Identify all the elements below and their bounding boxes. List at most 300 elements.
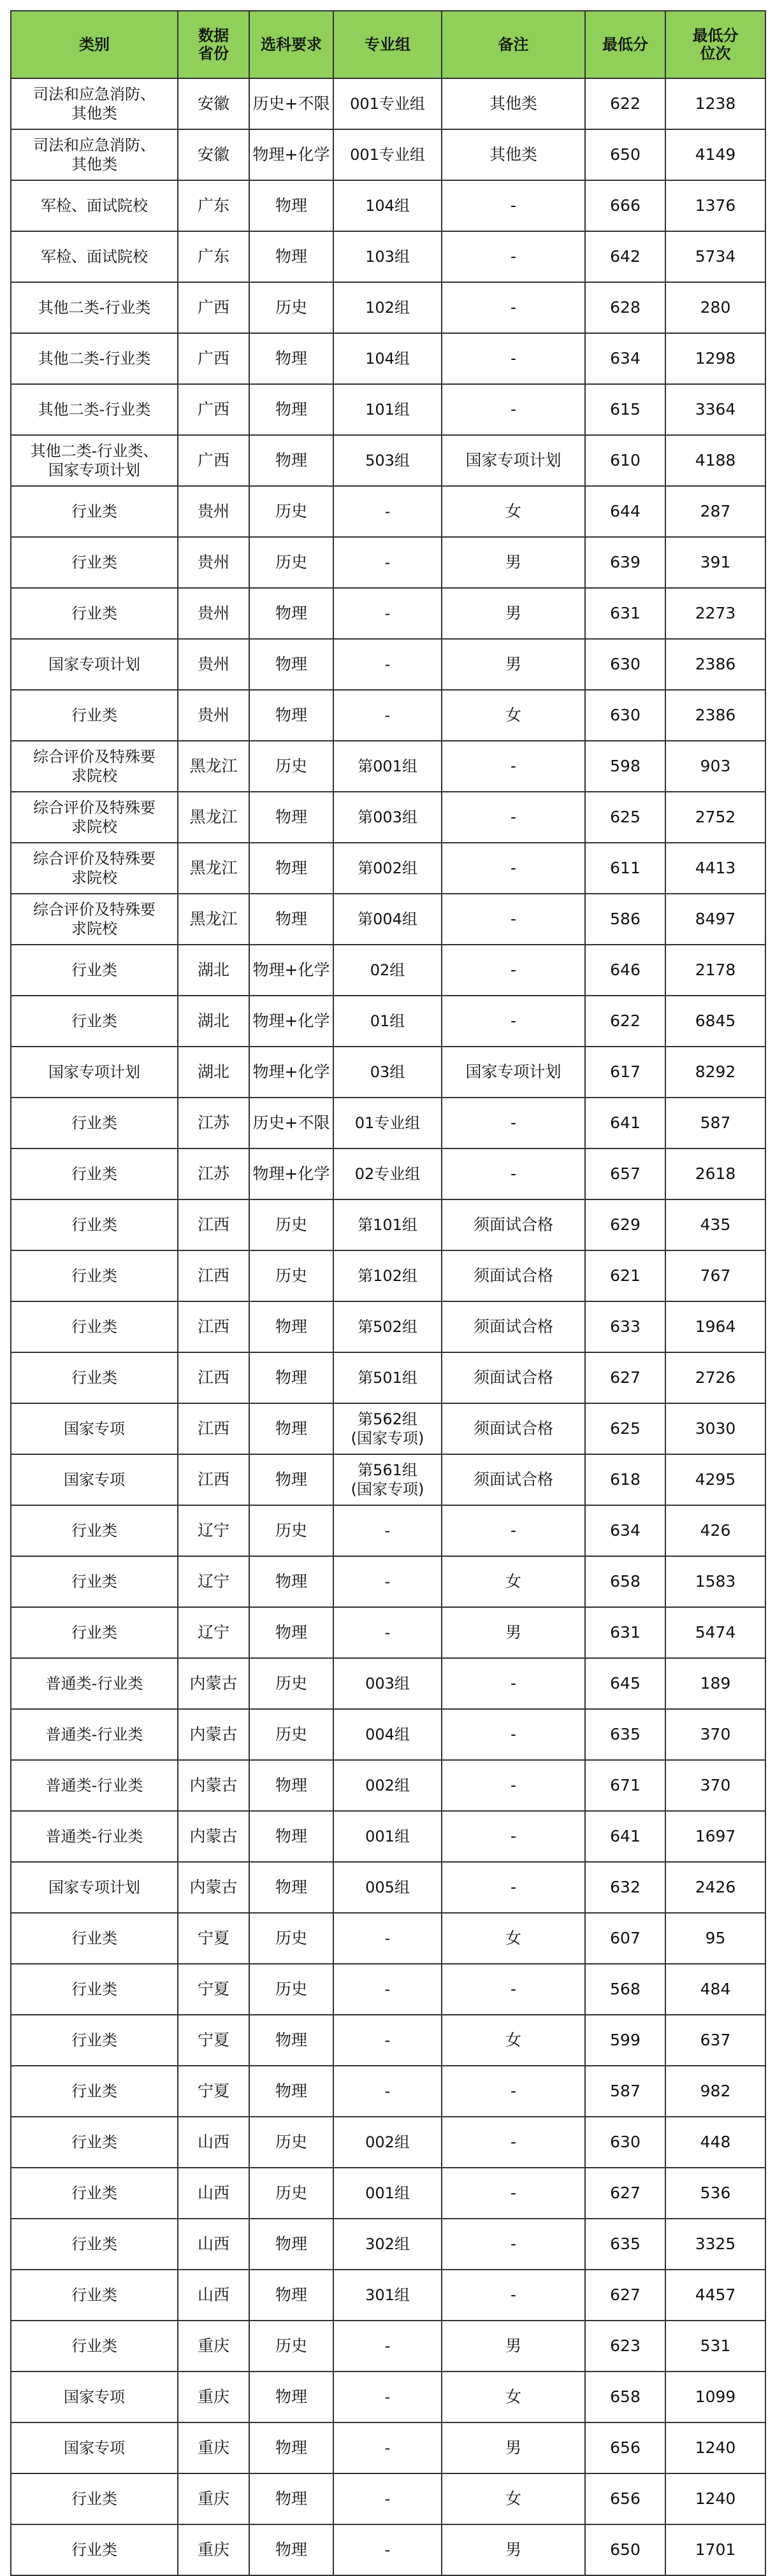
header-min-rank: 最低分 位次: [665, 11, 765, 78]
cell-category: 行业类: [11, 1913, 178, 1964]
cell-remarks: 男: [442, 1607, 585, 1658]
table-row: [11, 1760, 765, 1811]
cell-category: 综合评价及特殊要 求院校: [11, 894, 178, 945]
cell-province: 黑龙江: [178, 894, 249, 945]
cell-subject-requirement: 物理: [249, 2524, 333, 2575]
table-row: [11, 486, 765, 537]
cell-remarks: 国家专项计划: [442, 435, 585, 486]
cell-category: 国家专项: [11, 1454, 178, 1505]
table-row: [11, 1199, 765, 1250]
cell-min-rank: 370: [665, 1709, 765, 1760]
cell-remarks: -: [442, 1658, 585, 1709]
cell-min-score: 598: [585, 741, 665, 792]
cell-subject-requirement: 物理: [249, 639, 333, 690]
cell-subject-requirement: 历史: [249, 282, 333, 333]
cell-province: 江西: [178, 1199, 249, 1250]
cell-category: 行业类: [11, 1556, 178, 1607]
cell-major-group: 第502组: [333, 1301, 442, 1352]
cell-remarks: 男: [442, 537, 585, 588]
cell-min-score: 641: [585, 1811, 665, 1862]
cell-remarks: -: [442, 333, 585, 384]
cell-major-group: 02组: [333, 945, 442, 996]
cell-subject-requirement: 物理: [249, 1811, 333, 1862]
cell-category: 行业类: [11, 1964, 178, 2015]
cell-min-rank: 426: [665, 1505, 765, 1556]
cell-major-group: 103组: [333, 231, 442, 282]
cell-subject-requirement: 物理: [249, 1301, 333, 1352]
cell-min-score: 635: [585, 1709, 665, 1760]
table-row: [11, 1607, 765, 1658]
cell-major-group: 01专业组: [333, 1098, 442, 1148]
cell-remarks: -: [442, 1098, 585, 1148]
cell-remarks: 其他类: [442, 129, 585, 180]
cell-category: 行业类: [11, 1607, 178, 1658]
cell-major-group: 301组: [333, 2270, 442, 2321]
cell-min-score: 656: [585, 2473, 665, 2524]
cell-major-group: -: [333, 486, 442, 537]
cell-category: 军检、面试院校: [11, 180, 178, 231]
cell-min-rank: 2386: [665, 690, 765, 741]
table-row: [11, 231, 765, 282]
cell-min-rank: 1583: [665, 1556, 765, 1607]
cell-major-group: -: [333, 1556, 442, 1607]
cell-major-group: 001专业组: [333, 129, 442, 180]
cell-remarks: -: [442, 1148, 585, 1199]
cell-major-group: -: [333, 537, 442, 588]
cell-major-group: -: [333, 1964, 442, 2015]
cell-category: 国家专项计划: [11, 1862, 178, 1913]
cell-min-score: 621: [585, 1250, 665, 1301]
cell-subject-requirement: 物理: [249, 588, 333, 639]
cell-category: 行业类: [11, 1301, 178, 1352]
cell-min-rank: 280: [665, 282, 765, 333]
cell-subject-requirement: 物理: [249, 690, 333, 741]
cell-min-score: 615: [585, 384, 665, 435]
cell-min-rank: 435: [665, 1199, 765, 1250]
table-row: [11, 2524, 765, 2575]
cell-major-group: 102组: [333, 282, 442, 333]
cell-min-rank: 2386: [665, 639, 765, 690]
table-row: [11, 2270, 765, 2321]
cell-category: 行业类: [11, 2473, 178, 2524]
cell-category: 其他二类-行业类: [11, 384, 178, 435]
cell-subject-requirement: 物理: [249, 2066, 333, 2117]
cell-major-group: 第501组: [333, 1352, 442, 1403]
header-subject-requirement: 选科要求: [249, 11, 333, 78]
cell-min-rank: 1099: [665, 2372, 765, 2422]
table-row: [11, 2015, 765, 2066]
cell-subject-requirement: 物理: [249, 2015, 333, 2066]
cell-min-rank: 2726: [665, 1352, 765, 1403]
table-row: [11, 1964, 765, 2015]
cell-category: 行业类: [11, 2270, 178, 2321]
cell-min-score: 631: [585, 1607, 665, 1658]
cell-province: 广西: [178, 435, 249, 486]
cell-subject-requirement: 历史: [249, 1964, 333, 2015]
cell-subject-requirement: 历史: [249, 1709, 333, 1760]
cell-province: 江西: [178, 1352, 249, 1403]
table-row: [11, 2168, 765, 2219]
cell-remarks: 男: [442, 639, 585, 690]
cell-min-score: 650: [585, 2524, 665, 2575]
cell-category: 行业类: [11, 2168, 178, 2219]
table-row: [11, 690, 765, 741]
cell-min-score: 645: [585, 1658, 665, 1709]
cell-min-score: 625: [585, 1403, 665, 1454]
cell-min-rank: 189: [665, 1658, 765, 1709]
cell-category: 行业类: [11, 945, 178, 996]
header-province: 数据 省份: [178, 11, 249, 78]
cell-province: 安徽: [178, 129, 249, 180]
cell-remarks: 须面试合格: [442, 1352, 585, 1403]
header-remarks: 备注: [442, 11, 585, 78]
cell-remarks: 男: [442, 2422, 585, 2473]
cell-min-score: 611: [585, 843, 665, 894]
cell-major-group: 005组: [333, 1862, 442, 1913]
cell-province: 广西: [178, 384, 249, 435]
cell-major-group: 001组: [333, 1811, 442, 1862]
cell-province: 贵州: [178, 690, 249, 741]
cell-min-score: 622: [585, 78, 665, 129]
cell-province: 山西: [178, 2168, 249, 2219]
cell-remarks: -: [442, 180, 585, 231]
cell-min-rank: 1298: [665, 333, 765, 384]
table-row: [11, 1250, 765, 1301]
table-row: [11, 1148, 765, 1199]
cell-province: 重庆: [178, 2473, 249, 2524]
cell-subject-requirement: 物理+化学: [249, 1047, 333, 1098]
cell-major-group: 104组: [333, 180, 442, 231]
cell-min-score: 633: [585, 1301, 665, 1352]
cell-category: 行业类: [11, 2066, 178, 2117]
table-row: [11, 282, 765, 333]
table-row: [11, 1505, 765, 1556]
cell-category: 综合评价及特殊要 求院校: [11, 843, 178, 894]
cell-min-score: 618: [585, 1454, 665, 1505]
cell-min-score: 622: [585, 996, 665, 1047]
table-row: [11, 894, 765, 945]
cell-min-rank: 1701: [665, 2524, 765, 2575]
cell-subject-requirement: 历史: [249, 2321, 333, 2372]
cell-province: 辽宁: [178, 1607, 249, 1658]
cell-major-group: -: [333, 2321, 442, 2372]
cell-province: 江西: [178, 1454, 249, 1505]
cell-remarks: -: [442, 843, 585, 894]
cell-min-rank: 4457: [665, 2270, 765, 2321]
cell-subject-requirement: 物理: [249, 231, 333, 282]
cell-major-group: 004组: [333, 1709, 442, 1760]
cell-remarks: -: [442, 1862, 585, 1913]
cell-remarks: 男: [442, 2524, 585, 2575]
cell-min-rank: 982: [665, 2066, 765, 2117]
cell-subject-requirement: 物理+化学: [249, 1148, 333, 1199]
header-row: [11, 11, 765, 78]
cell-province: 辽宁: [178, 1505, 249, 1556]
cell-subject-requirement: 历史+不限: [249, 1098, 333, 1148]
cell-major-group: 01组: [333, 996, 442, 1047]
cell-province: 广西: [178, 333, 249, 384]
cell-remarks: -: [442, 2117, 585, 2168]
cell-category: 国家专项: [11, 2422, 178, 2473]
cell-province: 黑龙江: [178, 741, 249, 792]
cell-category: 国家专项计划: [11, 639, 178, 690]
cell-min-rank: 5734: [665, 231, 765, 282]
cell-major-group: -: [333, 2372, 442, 2422]
cell-major-group: 第562组 (国家专项): [333, 1403, 442, 1454]
cell-category: 普通类-行业类: [11, 1658, 178, 1709]
cell-subject-requirement: 物理+化学: [249, 945, 333, 996]
table-row: [11, 2422, 765, 2473]
cell-province: 广东: [178, 180, 249, 231]
cell-min-score: 607: [585, 1913, 665, 1964]
cell-province: 江西: [178, 1403, 249, 1454]
cell-subject-requirement: 历史: [249, 1250, 333, 1301]
cell-min-score: 632: [585, 1862, 665, 1913]
cell-major-group: -: [333, 588, 442, 639]
score-table-container: [10, 10, 765, 2576]
cell-subject-requirement: 历史: [249, 486, 333, 537]
cell-min-rank: 3030: [665, 1403, 765, 1454]
cell-major-group: 002组: [333, 1760, 442, 1811]
cell-subject-requirement: 历史: [249, 2117, 333, 2168]
cell-province: 重庆: [178, 2524, 249, 2575]
table-row: [11, 1301, 765, 1352]
cell-province: 贵州: [178, 537, 249, 588]
table-row: [11, 537, 765, 588]
cell-min-score: 666: [585, 180, 665, 231]
cell-category: 行业类: [11, 2321, 178, 2372]
cell-min-rank: 1376: [665, 180, 765, 231]
cell-province: 贵州: [178, 486, 249, 537]
cell-major-group: 第101组: [333, 1199, 442, 1250]
header-major-group: 专业组: [333, 11, 442, 78]
cell-major-group: -: [333, 639, 442, 690]
cell-min-rank: 536: [665, 2168, 765, 2219]
cell-province: 宁夏: [178, 1913, 249, 1964]
cell-province: 内蒙古: [178, 1862, 249, 1913]
cell-major-group: -: [333, 2473, 442, 2524]
cell-remarks: 女: [442, 2473, 585, 2524]
cell-province: 山西: [178, 2270, 249, 2321]
cell-category: 国家专项: [11, 1403, 178, 1454]
cell-min-rank: 1697: [665, 1811, 765, 1862]
cell-subject-requirement: 物理: [249, 2270, 333, 2321]
cell-major-group: -: [333, 2015, 442, 2066]
cell-min-rank: 95: [665, 1913, 765, 1964]
table-row: [11, 843, 765, 894]
cell-subject-requirement: 物理: [249, 435, 333, 486]
table-row: [11, 639, 765, 690]
cell-remarks: 国家专项计划: [442, 1047, 585, 1098]
cell-category: 其他二类-行业类: [11, 333, 178, 384]
table-row: [11, 1913, 765, 1964]
cell-remarks: 男: [442, 588, 585, 639]
cell-province: 湖北: [178, 996, 249, 1047]
cell-min-rank: 4188: [665, 435, 765, 486]
cell-category: 行业类: [11, 537, 178, 588]
cell-major-group: 02专业组: [333, 1148, 442, 1199]
cell-subject-requirement: 物理: [249, 384, 333, 435]
cell-min-score: 630: [585, 2117, 665, 2168]
cell-remarks: -: [442, 1760, 585, 1811]
cell-min-score: 627: [585, 1352, 665, 1403]
table-row: [11, 1352, 765, 1403]
table-row: [11, 588, 765, 639]
table-row: [11, 2066, 765, 2117]
cell-category: 司法和应急消防、 其他类: [11, 78, 178, 129]
cell-major-group: -: [333, 1607, 442, 1658]
cell-category: 国家专项: [11, 2372, 178, 2422]
table-row: [11, 2372, 765, 2422]
cell-remarks: 须面试合格: [442, 1301, 585, 1352]
cell-subject-requirement: 物理: [249, 1352, 333, 1403]
cell-major-group: 第102组: [333, 1250, 442, 1301]
cell-major-group: 03组: [333, 1047, 442, 1098]
cell-province: 贵州: [178, 588, 249, 639]
cell-min-score: 627: [585, 2168, 665, 2219]
cell-subject-requirement: 物理: [249, 2372, 333, 2422]
cell-category: 行业类: [11, 1505, 178, 1556]
cell-subject-requirement: 物理: [249, 2473, 333, 2524]
cell-remarks: -: [442, 2219, 585, 2270]
cell-min-score: 630: [585, 639, 665, 690]
table-row: [11, 2473, 765, 2524]
table-row: [11, 1862, 765, 1913]
cell-min-rank: 2178: [665, 945, 765, 996]
cell-category: 国家专项计划: [11, 1047, 178, 1098]
cell-remarks: -: [442, 2270, 585, 2321]
table-row: [11, 996, 765, 1047]
cell-province: 广西: [178, 282, 249, 333]
cell-remarks: 须面试合格: [442, 1454, 585, 1505]
cell-major-group: 003组: [333, 1658, 442, 1709]
cell-remarks: -: [442, 945, 585, 996]
cell-category: 行业类: [11, 2015, 178, 2066]
cell-subject-requirement: 物理: [249, 894, 333, 945]
cell-subject-requirement: 历史: [249, 2168, 333, 2219]
cell-min-score: 658: [585, 2372, 665, 2422]
cell-major-group: 第561组 (国家专项): [333, 1454, 442, 1505]
cell-remarks: 须面试合格: [442, 1250, 585, 1301]
cell-category: 普通类-行业类: [11, 1760, 178, 1811]
cell-remarks: -: [442, 1964, 585, 2015]
cell-subject-requirement: 历史: [249, 1199, 333, 1250]
cell-category: 司法和应急消防、 其他类: [11, 129, 178, 180]
cell-subject-requirement: 历史: [249, 1505, 333, 1556]
cell-min-rank: 2273: [665, 588, 765, 639]
cell-province: 江西: [178, 1250, 249, 1301]
cell-province: 重庆: [178, 2321, 249, 2372]
cell-subject-requirement: 物理: [249, 1403, 333, 1454]
cell-major-group: -: [333, 690, 442, 741]
cell-category: 其他二类-行业类: [11, 282, 178, 333]
cell-province: 广东: [178, 231, 249, 282]
table-row: [11, 384, 765, 435]
cell-category: 普通类-行业类: [11, 1811, 178, 1862]
cell-remarks: -: [442, 1505, 585, 1556]
cell-min-rank: 531: [665, 2321, 765, 2372]
cell-major-group: 503组: [333, 435, 442, 486]
cell-remarks: -: [442, 996, 585, 1047]
cell-province: 内蒙古: [178, 1811, 249, 1862]
cell-category: 行业类: [11, 2117, 178, 2168]
cell-province: 山西: [178, 2117, 249, 2168]
cell-remarks: -: [442, 231, 585, 282]
cell-province: 宁夏: [178, 2015, 249, 2066]
cell-min-rank: 4149: [665, 129, 765, 180]
cell-subject-requirement: 物理: [249, 333, 333, 384]
cell-category: 行业类: [11, 690, 178, 741]
cell-min-score: 635: [585, 2219, 665, 2270]
cell-min-rank: 903: [665, 741, 765, 792]
cell-min-rank: 391: [665, 537, 765, 588]
cell-major-group: -: [333, 1505, 442, 1556]
cell-min-score: 610: [585, 435, 665, 486]
cell-min-rank: 2426: [665, 1862, 765, 1913]
table-row: [11, 1709, 765, 1760]
cell-remarks: -: [442, 1811, 585, 1862]
cell-subject-requirement: 历史: [249, 1913, 333, 1964]
cell-subject-requirement: 物理: [249, 843, 333, 894]
table-row: [11, 1098, 765, 1148]
cell-major-group: 001专业组: [333, 78, 442, 129]
cell-remarks: 须面试合格: [442, 1403, 585, 1454]
cell-remarks: -: [442, 894, 585, 945]
cell-province: 重庆: [178, 2372, 249, 2422]
cell-min-score: 658: [585, 1556, 665, 1607]
table-row: [11, 945, 765, 996]
cell-province: 内蒙古: [178, 1658, 249, 1709]
cell-subject-requirement: 物理: [249, 1556, 333, 1607]
table-row: [11, 792, 765, 843]
cell-province: 黑龙江: [178, 843, 249, 894]
cell-subject-requirement: 物理: [249, 1607, 333, 1658]
cell-category: 行业类: [11, 2219, 178, 2270]
cell-remarks: -: [442, 741, 585, 792]
cell-province: 江西: [178, 1301, 249, 1352]
score-table: [10, 10, 766, 2576]
table-row: [11, 1556, 765, 1607]
cell-category: 行业类: [11, 1352, 178, 1403]
cell-min-score: 634: [585, 1505, 665, 1556]
table-row: [11, 1811, 765, 1862]
table-row: [11, 1047, 765, 1098]
cell-min-rank: 3364: [665, 384, 765, 435]
cell-min-rank: 767: [665, 1250, 765, 1301]
cell-major-group: -: [333, 2066, 442, 2117]
table-row: [11, 180, 765, 231]
cell-remarks: 须面试合格: [442, 1199, 585, 1250]
table-row: [11, 1403, 765, 1454]
table-row: [11, 741, 765, 792]
cell-subject-requirement: 历史: [249, 537, 333, 588]
cell-remarks: -: [442, 1709, 585, 1760]
cell-major-group: 001组: [333, 2168, 442, 2219]
cell-subject-requirement: 历史: [249, 741, 333, 792]
cell-province: 内蒙古: [178, 1709, 249, 1760]
cell-min-rank: 2618: [665, 1148, 765, 1199]
cell-min-score: 617: [585, 1047, 665, 1098]
cell-min-score: 627: [585, 2270, 665, 2321]
cell-category: 综合评价及特殊要 求院校: [11, 741, 178, 792]
cell-min-rank: 5474: [665, 1607, 765, 1658]
cell-province: 宁夏: [178, 1964, 249, 2015]
cell-province: 江苏: [178, 1148, 249, 1199]
cell-subject-requirement: 物理: [249, 1862, 333, 1913]
cell-min-rank: 637: [665, 2015, 765, 2066]
cell-min-rank: 6845: [665, 996, 765, 1047]
cell-remarks: -: [442, 384, 585, 435]
